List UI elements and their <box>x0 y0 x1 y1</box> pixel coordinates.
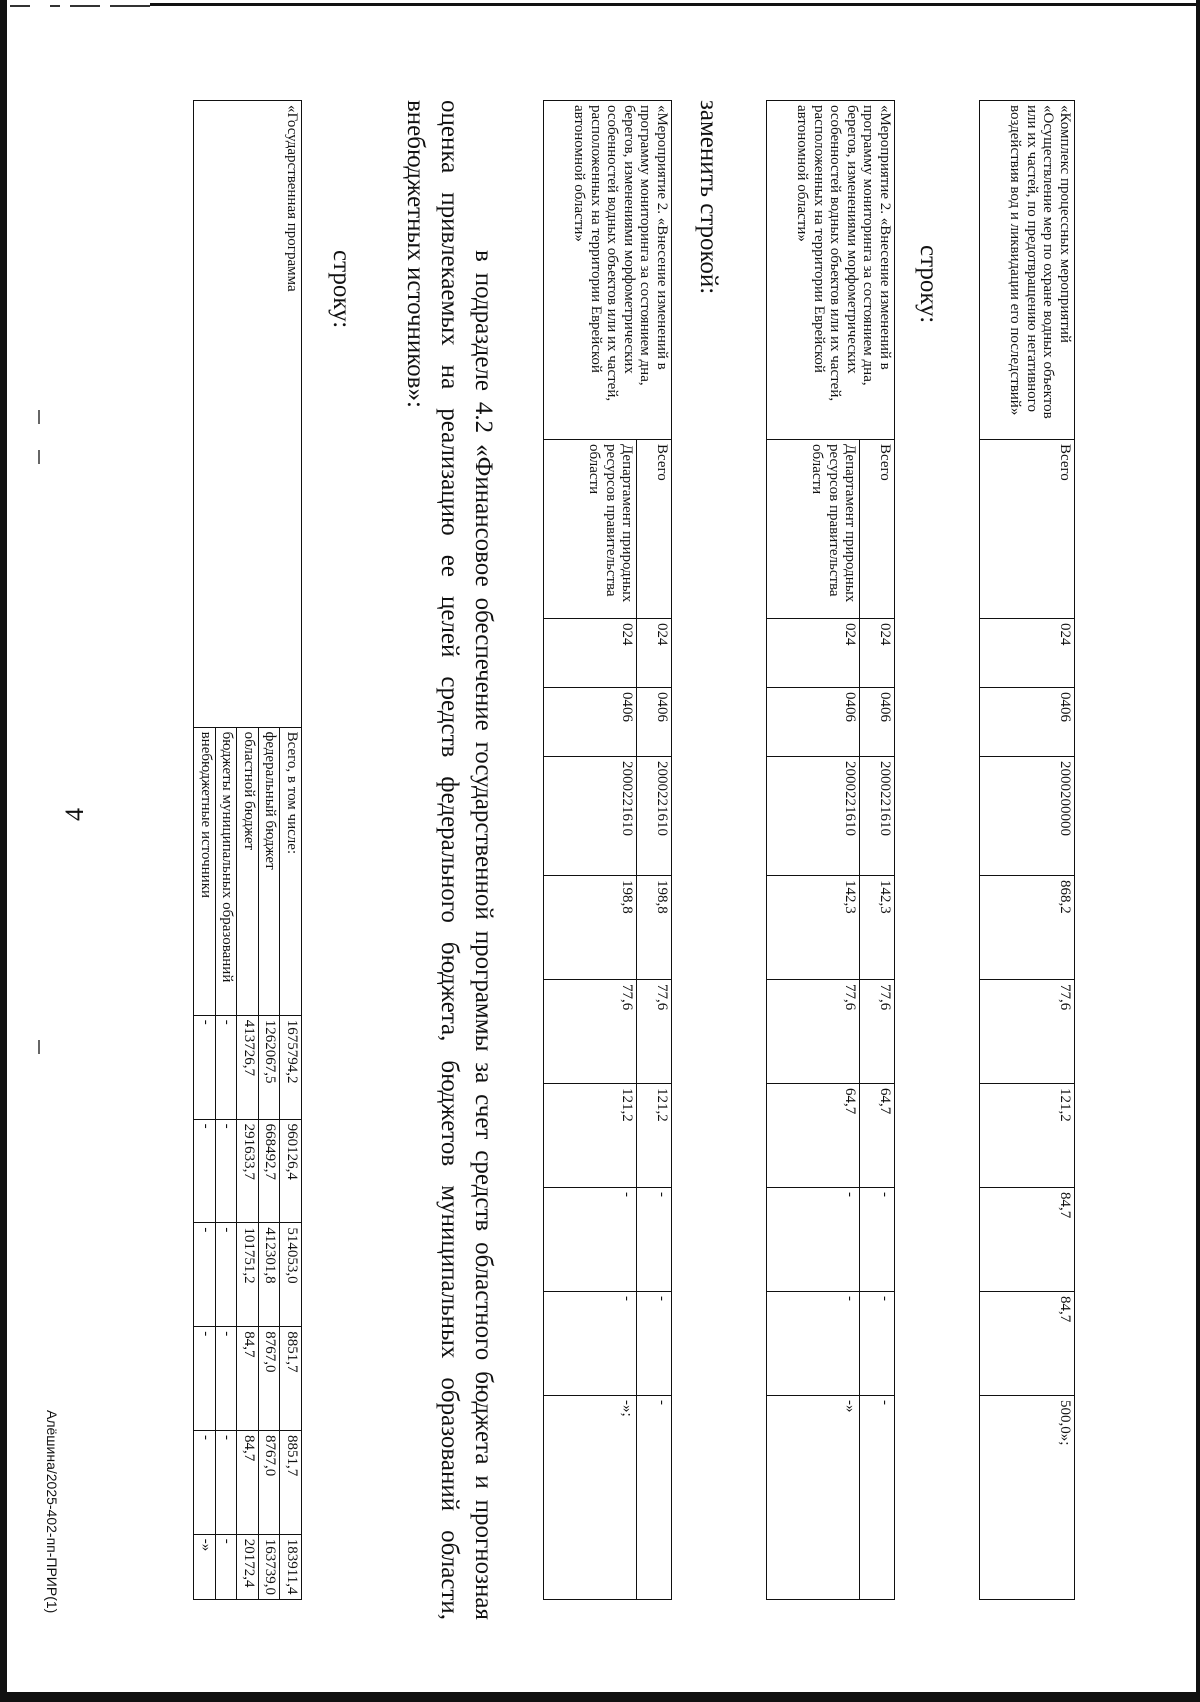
cell-year: 412301,8 <box>258 1223 280 1327</box>
cell-year: - <box>215 1430 237 1534</box>
cell-year: - <box>767 1292 860 1396</box>
cell-year: 8851,7 <box>280 1430 302 1534</box>
cell-source: бюджеты муниципальных образований <box>215 727 237 1015</box>
cell-total: 1675794,2 <box>280 1015 302 1119</box>
cell-year: -» <box>767 1396 860 1600</box>
cell-csr: 2000221610 <box>860 757 895 876</box>
cell-year: - <box>194 1430 216 1534</box>
cell-executor: Всего <box>980 440 1075 619</box>
cell-year: 64,7 <box>767 1084 860 1188</box>
cell-rzpr: 0406 <box>544 688 637 757</box>
cell-year: - <box>215 1327 237 1431</box>
label-zamenit: заменить строкой: <box>695 100 722 295</box>
cell-grbs: 024 <box>637 619 672 688</box>
scan-edge-left <box>0 0 7 1702</box>
cell-csr: 2000221610 <box>637 757 672 876</box>
cell-year: 101751,2 <box>237 1223 259 1327</box>
cell-year: 64,7 <box>860 1084 895 1188</box>
cell-total: 198,8 <box>637 876 672 980</box>
cell-year: 183911,4 <box>280 1534 302 1599</box>
table-old-row <box>766 100 895 1600</box>
cell-grbs: 024 <box>860 619 895 688</box>
cell-total: 142,3 <box>767 876 860 980</box>
table-row <box>860 101 895 1600</box>
cell-source: Всего, в том числе: <box>280 727 302 1015</box>
cell-year: - <box>215 1119 237 1223</box>
paragraph-subsection: в подразделе 4.2 «Финансовое обеспечение государственной программы за счет средств областного бюджета и прогнозная оценка привлекаемых на реализацию ее целей средств федерального бюджета, бюджетов муниципальных образований области, внебюджетных источников»: <box>402 100 497 1620</box>
cell-year: 8767,0 <box>258 1430 280 1534</box>
cell-year: -» <box>194 1534 216 1599</box>
cell-source: федеральный бюджет <box>258 727 280 1015</box>
cell-total: 413726,7 <box>237 1015 259 1119</box>
cell-total: 868,2 <box>980 876 1075 980</box>
cell-year: - <box>544 1188 637 1292</box>
cell-executor: Всего <box>637 440 672 619</box>
cell-year: 121,2 <box>544 1084 637 1188</box>
cell-year: 291633,7 <box>237 1119 259 1223</box>
cell-year: 77,6 <box>544 980 637 1084</box>
cell-year: 20172,4 <box>237 1534 259 1599</box>
cell-year: - <box>544 1292 637 1396</box>
cell-year: 668492,7 <box>258 1119 280 1223</box>
label-stroku: строку: <box>915 245 942 324</box>
cell-grbs: 024 <box>980 619 1075 688</box>
cell-year: - <box>215 1223 237 1327</box>
cell-total: 198,8 <box>544 876 637 980</box>
cell-year: 77,6 <box>860 980 895 1084</box>
scan-edge-top <box>0 0 1200 10</box>
cell-total: 1262067,5 <box>258 1015 280 1119</box>
cell-rzpr: 0406 <box>637 688 672 757</box>
label-stroku-2: строку: <box>328 250 355 329</box>
cell-rzpr: 0406 <box>860 688 895 757</box>
table-state-program <box>193 100 302 1600</box>
table-row <box>280 101 302 1600</box>
cell-program-name: «Государственная программа <box>194 101 302 728</box>
cell-source: областной бюджет <box>237 727 259 1015</box>
cell-year: 960126,4 <box>280 1119 302 1223</box>
table-new-row <box>543 100 672 1600</box>
table-row <box>637 101 672 1600</box>
cell-grbs: 024 <box>544 619 637 688</box>
cell-executor: Всего <box>860 440 895 619</box>
rotated-page <box>20 60 1160 1650</box>
cell-year: 8767,0 <box>258 1327 280 1431</box>
cell-year: -»; <box>544 1396 637 1600</box>
cell-executor: Департамент природных ресурсов правительства области <box>767 440 860 619</box>
cell-year: 121,2 <box>980 1084 1075 1188</box>
cell-year: - <box>767 1188 860 1292</box>
cell-year: 84,7 <box>980 1188 1075 1292</box>
cell-grbs: 024 <box>767 619 860 688</box>
cell-executor: Департамент природных ресурсов правительства области <box>544 440 637 619</box>
cell-measure-name: «Комплекс процессных мероприятий «Осуществление мер по охране водных объектов или их частей, по предотвращению негативного воздействия вод и ликвидации его последствий» <box>980 101 1075 440</box>
cell-year: 84,7 <box>980 1292 1075 1396</box>
cell-year: 163739,0 <box>258 1534 280 1599</box>
cell-measure-name: «Мероприятие 2. «Внесение изменений в программу мониторинга за состоянием дна, берегов, изменениями морфометрических особенностей водных объектов или их частей, расположенных на территории Еврейской автономной области» <box>767 101 895 440</box>
cell-rzpr: 0406 <box>767 688 860 757</box>
cell-year: 84,7 <box>237 1430 259 1534</box>
cell-year: - <box>637 1292 672 1396</box>
cell-year: 77,6 <box>637 980 672 1084</box>
cell-year: 84,7 <box>237 1327 259 1431</box>
cell-year: - <box>194 1119 216 1223</box>
cell-csr: 2000200000 <box>980 757 1075 876</box>
cell-year: 77,6 <box>767 980 860 1084</box>
scan-edge-right <box>1196 0 1200 1702</box>
cell-rzpr: 0406 <box>980 688 1075 757</box>
cell-year: 8851,7 <box>280 1327 302 1431</box>
cell-year: - <box>860 1396 895 1600</box>
cell-year: 500,0»; <box>980 1396 1075 1600</box>
cell-year: 514053,0 <box>280 1223 302 1327</box>
cell-year: - <box>860 1188 895 1292</box>
cell-year: - <box>194 1327 216 1431</box>
page-number: 4 <box>60 808 89 821</box>
cell-year: - <box>860 1292 895 1396</box>
cell-year: 77,6 <box>980 980 1075 1084</box>
cell-total: 142,3 <box>860 876 895 980</box>
cell-measure-name: «Мероприятие 2. «Внесение изменений в программу мониторинга за состоянием дна, берегов, изменениями морфометрических особенностей водных объектов или их частей, расположенных на территории Еврейской автономной области» <box>544 101 672 440</box>
table-row <box>980 101 1075 1600</box>
cell-year: - <box>637 1396 672 1600</box>
cell-total: - <box>194 1015 216 1119</box>
cell-year: - <box>215 1534 237 1599</box>
cell-csr: 2000221610 <box>767 757 860 876</box>
cell-year: 121,2 <box>637 1084 672 1188</box>
cell-total: - <box>215 1015 237 1119</box>
cell-year: - <box>194 1223 216 1327</box>
cell-year: - <box>637 1188 672 1292</box>
cell-csr: 2000221610 <box>544 757 637 876</box>
scan-edge-bottom <box>0 1692 1200 1702</box>
executor-signature: Алёшина/2025-402-пп-ПРИР(1) <box>44 1410 60 1614</box>
table-complex-measures <box>979 100 1075 1600</box>
cell-source: внебюджетные источники <box>194 727 216 1015</box>
